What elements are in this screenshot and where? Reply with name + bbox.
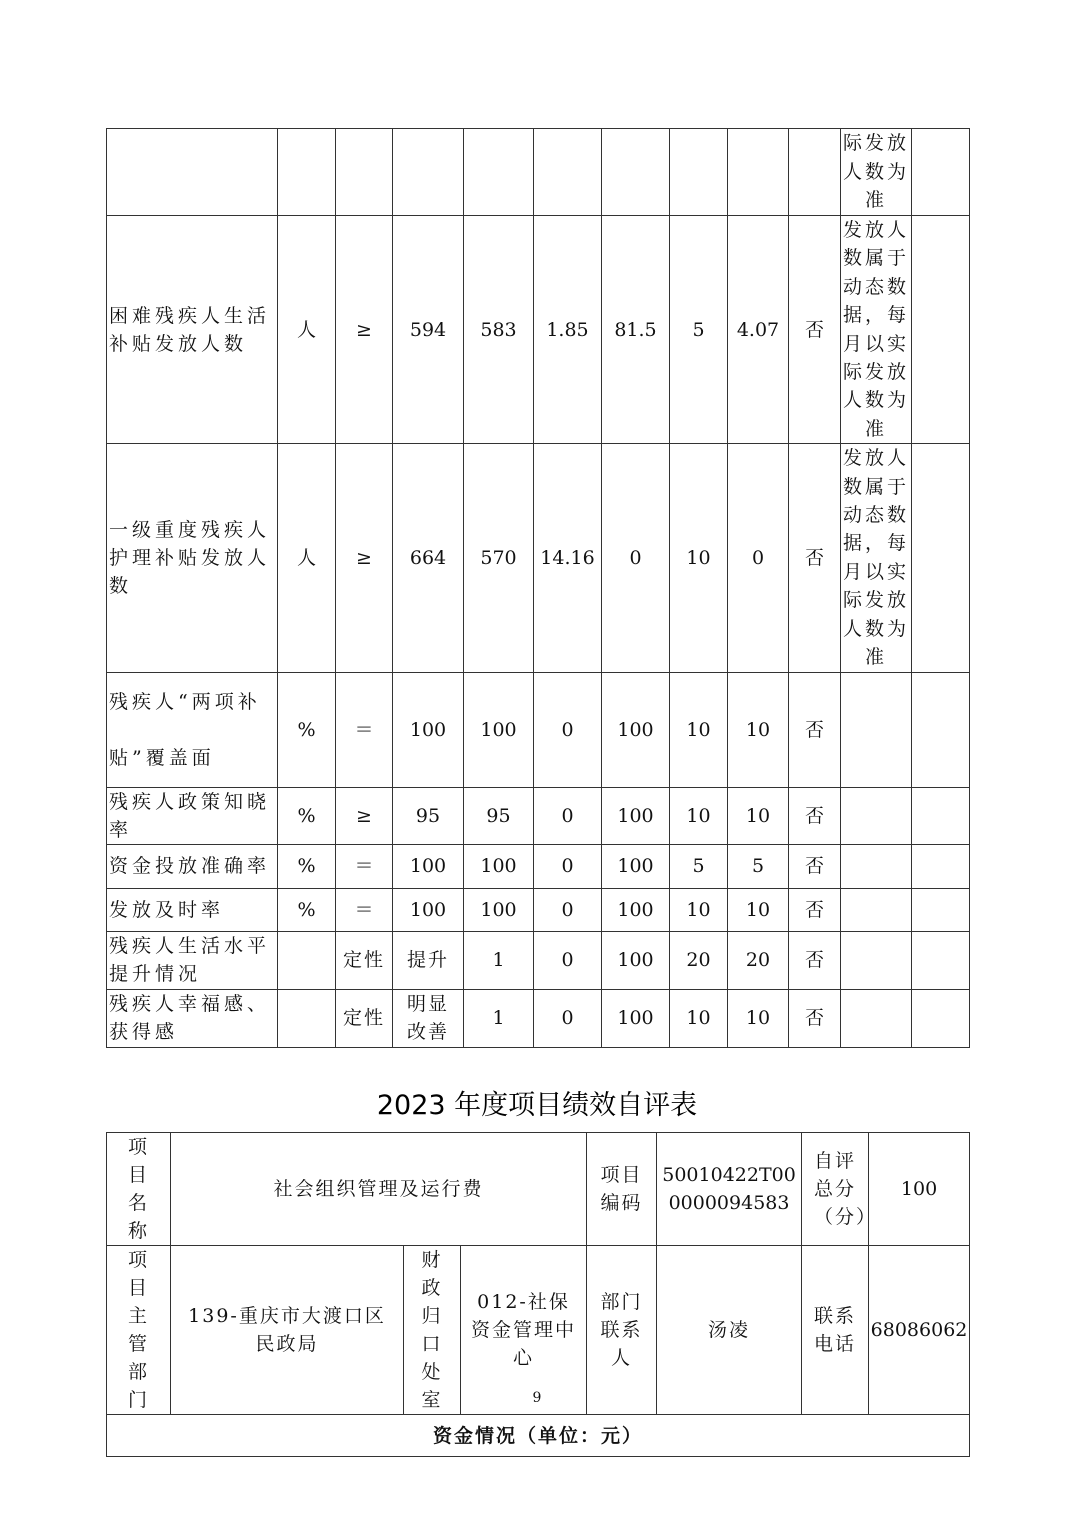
adjusted-cell: 否 <box>789 888 841 931</box>
actual-value-cell: 95 <box>464 787 534 844</box>
actual-value-cell: 583 <box>464 216 534 444</box>
note-cell <box>841 787 912 844</box>
funds-header: 资金情况（单位：元） <box>107 1415 970 1457</box>
project-info-table <box>106 1132 970 1457</box>
unit-cell: 人 <box>278 444 336 672</box>
unit-cell: % <box>278 672 336 787</box>
weight-cell: 10 <box>670 888 728 931</box>
performance-indicator-table <box>106 128 970 1048</box>
deviation-cell: 1.85 <box>534 216 602 444</box>
unit-cell: % <box>278 787 336 844</box>
extra-cell <box>912 129 970 216</box>
dept-label: 项目主管部门 <box>107 1246 171 1415</box>
target-value-cell: 明显改善 <box>393 989 464 1047</box>
indicator-name-cell: 残疾人政策知晓率 <box>107 787 278 844</box>
comparison-operator-cell <box>336 129 393 216</box>
indicator-row <box>107 989 970 1047</box>
weight-cell: 5 <box>670 216 728 444</box>
funds-header-row <box>107 1415 970 1457</box>
score-cell: 5 <box>728 844 789 888</box>
actual-value-cell <box>464 129 534 216</box>
actual-value-cell: 570 <box>464 444 534 672</box>
weight-cell: 10 <box>670 672 728 787</box>
weight-cell: 10 <box>670 444 728 672</box>
dept-value: 139-重庆市大渡口区民政局 <box>171 1246 404 1415</box>
note-cell: 发放人数属于动态数据，每月以实际发放人数为准 <box>841 216 912 444</box>
project-row-1 <box>107 1133 970 1246</box>
target-value-cell <box>393 129 464 216</box>
project-code-label: 项目编码 <box>587 1133 657 1246</box>
adjusted-cell: 否 <box>789 444 841 672</box>
extra-cell <box>912 888 970 931</box>
actual-value-cell: 100 <box>464 888 534 931</box>
indicator-name-cell <box>107 129 278 216</box>
office-label: 财政归口处室 <box>404 1246 461 1415</box>
weight-cell: 10 <box>670 787 728 844</box>
score-cell: 4.07 <box>728 216 789 444</box>
comparison-operator-cell: ≥ <box>336 216 393 444</box>
actual-value-cell: 1 <box>464 931 534 989</box>
note-cell <box>841 931 912 989</box>
note-cell <box>841 844 912 888</box>
comparison-operator-cell: ＝ <box>336 844 393 888</box>
comparison-operator-cell: ≥ <box>336 787 393 844</box>
weight-cell: 10 <box>670 989 728 1047</box>
extra-cell <box>912 787 970 844</box>
office-value: 012-社保资金管理中心 <box>461 1246 587 1415</box>
weight-cell <box>670 129 728 216</box>
unit-cell: % <box>278 888 336 931</box>
phone-value: 68086062 <box>869 1246 970 1415</box>
unit-cell <box>278 931 336 989</box>
completion-rate-cell: 100 <box>602 672 670 787</box>
self-score-label: 自评总分（分） <box>802 1133 869 1246</box>
weight-cell: 20 <box>670 931 728 989</box>
extra-cell <box>912 931 970 989</box>
extra-cell <box>912 216 970 444</box>
adjusted-cell: 否 <box>789 989 841 1047</box>
indicator-name-cell: 资金投放准确率 <box>107 844 278 888</box>
note-cell <box>841 888 912 931</box>
self-score-value: 100 <box>869 1133 970 1246</box>
completion-rate-cell: 81.5 <box>602 216 670 444</box>
target-value-cell: 100 <box>393 672 464 787</box>
target-value-cell: 95 <box>393 787 464 844</box>
deviation-cell: 0 <box>534 931 602 989</box>
adjusted-cell: 否 <box>789 931 841 989</box>
indicator-name-cell: 残疾人“两项补贴”覆盖面 <box>107 672 278 787</box>
deviation-cell: 0 <box>534 787 602 844</box>
weight-cell: 5 <box>670 844 728 888</box>
extra-cell <box>912 672 970 787</box>
deviation-cell: 0 <box>534 888 602 931</box>
section-title: 2023 年度项目绩效自评表 <box>376 1090 698 1121</box>
completion-rate-cell: 100 <box>602 844 670 888</box>
score-cell: 10 <box>728 888 789 931</box>
contact-value: 汤凌 <box>657 1246 802 1415</box>
note-cell: 际发放人数为准 <box>841 129 912 216</box>
actual-value-cell: 1 <box>464 989 534 1047</box>
completion-rate-cell: 100 <box>602 989 670 1047</box>
deviation-cell: 0 <box>534 989 602 1047</box>
score-cell: 10 <box>728 989 789 1047</box>
unit-cell <box>278 989 336 1047</box>
deviation-cell: 14.16 <box>534 444 602 672</box>
completion-rate-cell: 100 <box>602 787 670 844</box>
page-number: 9 <box>532 1390 542 1406</box>
project-name-label: 项目名称 <box>107 1133 171 1246</box>
comparison-operator-cell: 定性 <box>336 931 393 989</box>
indicator-row <box>107 129 970 216</box>
indicator-row <box>107 444 970 672</box>
indicator-row <box>107 844 970 888</box>
completion-rate-cell: 100 <box>602 931 670 989</box>
score-cell: 10 <box>728 672 789 787</box>
comparison-operator-cell: ＝ <box>336 888 393 931</box>
comparison-operator-cell: ≥ <box>336 444 393 672</box>
indicator-name-cell: 残疾人幸福感、获得感 <box>107 989 278 1047</box>
score-cell: 10 <box>728 787 789 844</box>
note-cell <box>841 989 912 1047</box>
target-value-cell: 594 <box>393 216 464 444</box>
deviation-cell: 0 <box>534 844 602 888</box>
deviation-cell: 0 <box>534 672 602 787</box>
indicator-row <box>107 787 970 844</box>
unit-cell: % <box>278 844 336 888</box>
contact-label: 部门联系人 <box>587 1246 657 1415</box>
actual-value-cell: 100 <box>464 844 534 888</box>
target-value-cell: 664 <box>393 444 464 672</box>
indicator-row <box>107 672 970 787</box>
project-name-value: 社会组织管理及运行费 <box>171 1133 587 1246</box>
adjusted-cell <box>789 129 841 216</box>
deviation-cell <box>534 129 602 216</box>
actual-value-cell: 100 <box>464 672 534 787</box>
adjusted-cell: 否 <box>789 844 841 888</box>
completion-rate-cell: 0 <box>602 444 670 672</box>
target-value-cell: 100 <box>393 888 464 931</box>
completion-rate-cell: 100 <box>602 888 670 931</box>
adjusted-cell: 否 <box>789 787 841 844</box>
note-cell <box>841 672 912 787</box>
project-code-value: 50010422T000000094583 <box>657 1133 802 1246</box>
indicator-name-cell: 残疾人生活水平提升情况 <box>107 931 278 989</box>
phone-label: 联系电话 <box>802 1246 869 1415</box>
target-value-cell: 提升 <box>393 931 464 989</box>
extra-cell <box>912 989 970 1047</box>
indicator-name-cell: 发放及时率 <box>107 888 278 931</box>
extra-cell <box>912 444 970 672</box>
score-cell: 0 <box>728 444 789 672</box>
indicator-name-cell: 困难残疾人生活补贴发放人数 <box>107 216 278 444</box>
comparison-operator-cell: ＝ <box>336 672 393 787</box>
adjusted-cell: 否 <box>789 216 841 444</box>
completion-rate-cell <box>602 129 670 216</box>
unit-cell <box>278 129 336 216</box>
indicator-name-cell: 一级重度残疾人护理补贴发放人数 <box>107 444 278 672</box>
score-cell: 20 <box>728 931 789 989</box>
comparison-operator-cell: 定性 <box>336 989 393 1047</box>
indicator-row <box>107 888 970 931</box>
indicator-row <box>107 216 970 444</box>
target-value-cell: 100 <box>393 844 464 888</box>
extra-cell <box>912 844 970 888</box>
score-cell <box>728 129 789 216</box>
note-cell: 发放人数属于动态数据，每月以实际发放人数为准 <box>841 444 912 672</box>
unit-cell: 人 <box>278 216 336 444</box>
adjusted-cell: 否 <box>789 672 841 787</box>
indicator-row <box>107 931 970 989</box>
